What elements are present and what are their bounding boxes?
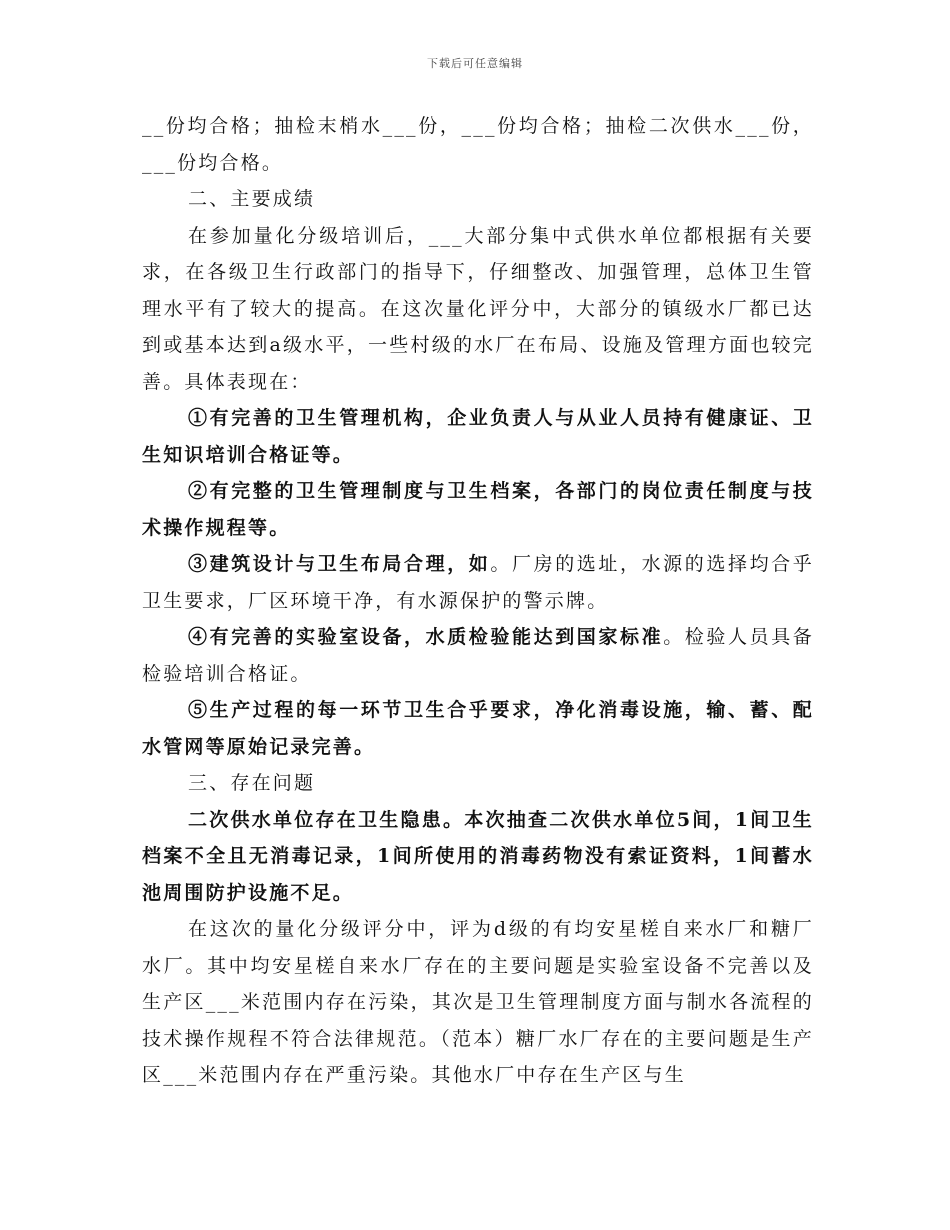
list-item-3-bold: ③建筑设计与卫生布局合理，如 bbox=[188, 553, 491, 575]
section-heading-problems: 三、存在问题 bbox=[188, 772, 316, 794]
list-item-3 bbox=[142, 546, 814, 619]
paragraph-achievements-intro: 在参加量化分级培训后，___大部分集中式供水单位都根据有关要求，在各级卫生行政部门的指导下，仔细整改、加强管理，总体卫生管理水平有了较大的提高。在这次量化评分中，大部分的镇级水厂都已达到或基本达到a级水平，一些村级的水厂在布局、设施及管理方面也较完善。具体表现在： bbox=[142, 224, 814, 393]
section-heading-achievements: 二、主要成绩 bbox=[188, 188, 316, 210]
paragraph-secondary-supply-risk: 二次供水单位存在卫生隐患。本次抽查二次供水单位5间，1间卫生档案不全且无消毒记录，1间所使用的消毒药物没有索证资料，1间蓄水池周围防护设施不足。 bbox=[142, 808, 814, 904]
list-item-2: ②有完整的卫生管理制度与卫生档案，各部门的岗位责任制度与技术操作规程等。 bbox=[142, 480, 814, 539]
list-item-5: ⑤生产过程的每一环节卫生合乎要求，净化消毒设施，输、蓄、配水管网等原始记录完善。 bbox=[142, 699, 814, 758]
list-item-3-rest: 。厂房的选址，水源的选择均合乎卫生要求，厂区环境干净，有水源保护的警示牌。 bbox=[142, 553, 814, 612]
list-item-4-bold: ④有完善的实验室设备，水质检验能达到国家标准 bbox=[188, 626, 664, 648]
list-item-4-rest: 。检验人员具备检验培训合格证。 bbox=[142, 626, 815, 685]
paragraph-grading-results: 在这次的量化分级评分中，评为d级的有均安星槎自来水厂和糖厂水厂。其中均安星槎自来水厂存在的主要问题是实验室设备不完善以及生产区___米范围内存在污染，其次是卫生管理制度方面与制水各流程的技术操作规程不符合法律规范。（范本）糖厂水厂存在的主要问题是生产区___米范围内存在严重污染。其他水厂中存在生产区与生 bbox=[142, 918, 814, 1086]
list-item-4 bbox=[142, 619, 814, 692]
list-item-1: ①有完善的卫生管理机构，企业负责人与从业人员持有健康证、卫生知识培训合格证等。 bbox=[142, 407, 814, 466]
document-body bbox=[142, 108, 814, 1094]
paragraph-sampling-results: __份均合格；抽检末梢水___份，___份均合格；抽检二次供水___份，___份均合格。 bbox=[142, 115, 814, 174]
page-header: 下载后可任意编辑 bbox=[427, 57, 523, 70]
